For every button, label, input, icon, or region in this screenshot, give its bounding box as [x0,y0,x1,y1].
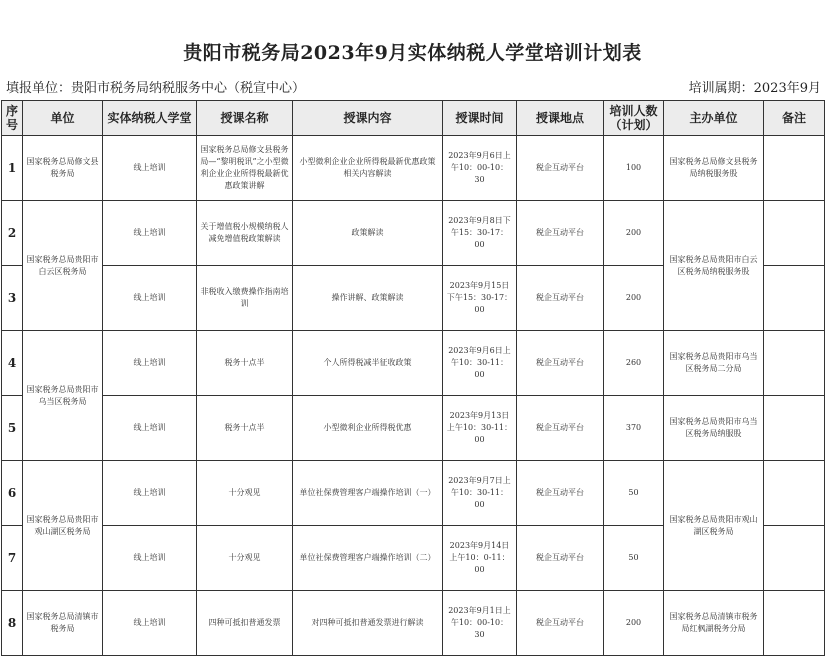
header-note: 备注 [764,101,825,136]
header-seq: 序号 [2,101,23,136]
cell-place: 税企互动平台 [517,461,604,526]
cell-course: 非税收入缴费操作指南培训 [197,266,293,331]
cell-note [764,591,825,656]
header-unit: 单位 [23,101,103,136]
cell-seq: 8 [2,591,23,656]
cell-seq: 3 [2,266,23,331]
cell-place: 税企互动平台 [517,591,604,656]
cell-count: 200 [604,266,664,331]
cell-time: 2023年9月8日下午15：30-17：00 [443,201,517,266]
filing-unit: 填报单位：贵阳市税务局纳税服务中心（税宣中心） [6,81,306,96]
cell-unit: 国家税务总局贵阳市白云区税务局 [23,201,103,331]
cell-course: 税务十点半 [197,396,293,461]
cell-seq: 2 [2,201,23,266]
cell-seq: 1 [2,136,23,201]
table-row [2,136,825,201]
cell-unit: 国家税务总局修文县税务局 [23,136,103,201]
cell-count: 200 [604,591,664,656]
cell-place: 税企互动平台 [517,396,604,461]
cell-content: 单位社保费管理客户端操作培训（二） [293,526,443,591]
cell-count: 200 [604,201,664,266]
cell-seq: 5 [2,396,23,461]
cell-time: 2023年9月6日上午10：00-10：30 [443,136,517,201]
header-count: 培训人数（计划） [604,101,664,136]
cell-school: 线上培训 [103,461,197,526]
cell-course: 四种可抵扣普通发票 [197,591,293,656]
cell-content: 对四种可抵扣普通发票进行解读 [293,591,443,656]
cell-unit: 国家税务总局贵阳市观山湖区税务局 [23,461,103,591]
training-period: 培训属期：2023年9月 [688,81,821,96]
cell-count: 260 [604,331,664,396]
cell-content: 单位社保费管理客户端操作培训（一） [293,461,443,526]
cell-content: 个人所得税减半征收政策 [293,331,443,396]
cell-school: 线上培训 [103,526,197,591]
cell-note [764,396,825,461]
cell-course: 十分观见 [197,526,293,591]
header-course: 授课名称 [197,101,293,136]
header-content: 授课内容 [293,101,443,136]
cell-place: 税企互动平台 [517,526,604,591]
table-header-row [2,101,825,136]
cell-unit: 国家税务总局贵阳市乌当区税务局 [23,331,103,461]
cell-course: 关于增值税小规模纳税人减免增值税政策解读 [197,201,293,266]
table-row [2,331,825,396]
cell-school: 线上培训 [103,266,197,331]
cell-content: 小型微利企业所得税优惠 [293,396,443,461]
header-time: 授课时间 [443,101,517,136]
cell-course: 税务十点半 [197,331,293,396]
cell-time: 2023年9月15日下午15：30-17：00 [443,266,517,331]
cell-content: 政策解读 [293,201,443,266]
cell-note [764,136,825,201]
table-row [2,201,825,266]
cell-school: 线上培训 [103,396,197,461]
cell-host: 国家税务总局贵阳市乌当区税务局二分局 [664,331,764,396]
header-host: 主办单位 [664,101,764,136]
cell-count: 370 [604,396,664,461]
table-row [2,396,825,461]
cell-school: 线上培训 [103,591,197,656]
page-title: 贵阳市税务局2023年9月实体纳税人学堂培训计划表 [183,42,642,64]
cell-host: 国家税务总局贵阳市观山湖区税务局 [664,461,764,591]
cell-host: 国家税务总局贵阳市乌当区税务局纳服股 [664,396,764,461]
table-row [2,461,825,526]
cell-seq: 7 [2,526,23,591]
header-place: 授课地点 [517,101,604,136]
cell-count: 100 [604,136,664,201]
cell-school: 线上培训 [103,201,197,266]
cell-place: 税企互动平台 [517,266,604,331]
cell-note [764,266,825,331]
cell-school: 线上培训 [103,136,197,201]
cell-place: 税企互动平台 [517,136,604,201]
cell-note [764,526,825,591]
cell-content: 小型微利企业企业所得税最新优惠政策相关内容解读 [293,136,443,201]
cell-school: 线上培训 [103,331,197,396]
cell-count: 50 [604,461,664,526]
cell-time: 2023年9月13日上午10：30-11：00 [443,396,517,461]
cell-seq: 6 [2,461,23,526]
cell-host: 国家税务总局清镇市税务局红枫湖税务分局 [664,591,764,656]
cell-note [764,201,825,266]
header-school: 实体纳税人学堂 [103,101,197,136]
cell-host: 国家税务总局修文县税务局纳税服务股 [664,136,764,201]
cell-unit: 国家税务总局清镇市税务局 [23,591,103,656]
training-plan-table [1,100,825,656]
cell-course: 十分观见 [197,461,293,526]
cell-count: 50 [604,526,664,591]
cell-content: 操作讲解、政策解读 [293,266,443,331]
table-row [2,591,825,656]
cell-course: 国家税务总局修文县税务局—“黎明税讯”之小型微利企业企业所得税最新优惠政策讲解 [197,136,293,201]
cell-time: 2023年9月1日上午10：00-10：30 [443,591,517,656]
cell-host: 国家税务总局贵阳市白云区税务局纳税服务股 [664,201,764,331]
cell-place: 税企互动平台 [517,201,604,266]
cell-note [764,331,825,396]
cell-time: 2023年9月6日上午10：30-11：00 [443,331,517,396]
cell-note [764,461,825,526]
cell-time: 2023年9月14日上午10：0-11：00 [443,526,517,591]
cell-seq: 4 [2,331,23,396]
cell-time: 2023年9月7日上午10：30-11：00 [443,461,517,526]
cell-place: 税企互动平台 [517,331,604,396]
